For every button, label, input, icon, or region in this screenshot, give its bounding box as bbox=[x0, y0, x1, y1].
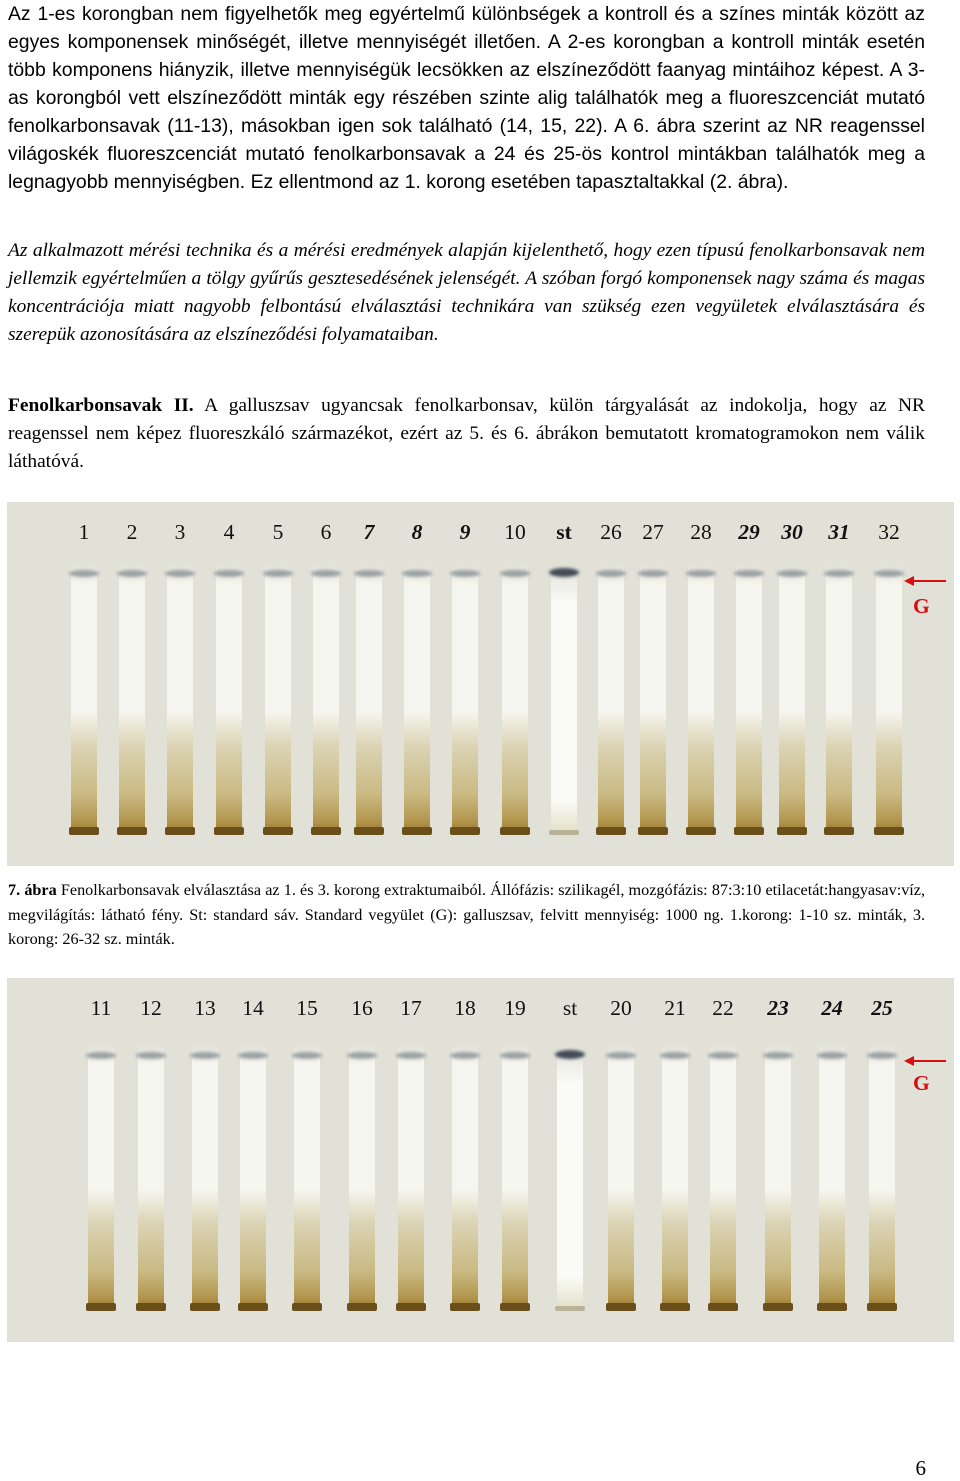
sample-lane bbox=[138, 1044, 164, 1308]
lane-label: 28 bbox=[690, 520, 712, 544]
application-spot bbox=[311, 827, 341, 835]
application-spot bbox=[763, 1303, 793, 1311]
sample-lane bbox=[294, 1044, 320, 1308]
sample-lane bbox=[876, 564, 902, 832]
sample-lane bbox=[265, 564, 291, 832]
sample-lane bbox=[662, 1044, 688, 1308]
page-number: 6 bbox=[915, 1456, 926, 1480]
sample-lane bbox=[349, 1044, 375, 1308]
body-paragraph-1: Az 1-es korongban nem figyelhetők meg egyértelmű különbségek a kontroll és a színes minták között az egyes komponensek minőségét, illetve mennyiségét illetően. A 2-es korongban a kontroll minták esetén több komponens hiányzik, illetve mennyiségük lecsökken az elszíneződött faanyag mintáihoz képest. A 3-as korongból vett elszíneződött minták egy részében szinte alig találhatók meg a fluoreszcenciát mutató fenolkarbonsavak (11-13), másokban igen sok található (14, 15, 22). A 6. ábra szerint az NR reagenssel világoskék fluoreszcenciát mutató fenolkarbonsavak a 24 és 25-ös kontrol mintákban találhatók meg a legnagyobb mennyiségben. Ez ellentmond az 1. korong esetében tapasztaltakkal (2. ábra). bbox=[8, 3, 925, 193]
lane-label: 12 bbox=[140, 996, 162, 1020]
application-spot bbox=[354, 827, 384, 835]
body-paragraph-3 bbox=[8, 392, 925, 476]
application-spot bbox=[549, 830, 579, 835]
spot-band bbox=[874, 570, 904, 577]
sample-lane bbox=[452, 564, 478, 832]
spot-band bbox=[292, 1052, 322, 1059]
application-spot bbox=[136, 1303, 166, 1311]
lane-label: 9 bbox=[459, 520, 471, 544]
application-spot bbox=[396, 1303, 426, 1311]
g-arrow-icon bbox=[904, 1054, 948, 1068]
spot-band bbox=[69, 570, 99, 577]
application-spot bbox=[817, 1303, 847, 1311]
lane-label: 29 bbox=[738, 520, 760, 544]
sample-lane bbox=[192, 1044, 218, 1308]
application-spot bbox=[596, 827, 626, 835]
sample-lane bbox=[502, 564, 528, 832]
sample-lane bbox=[826, 564, 852, 832]
spot-band bbox=[354, 570, 384, 577]
spot-band bbox=[763, 1052, 793, 1059]
sample-lane bbox=[779, 564, 805, 832]
application-spot bbox=[555, 1306, 585, 1311]
lane-label: 8 bbox=[411, 520, 423, 544]
lane-label: 22 bbox=[712, 996, 734, 1020]
lane-label: 17 bbox=[400, 996, 422, 1020]
application-spot bbox=[874, 827, 904, 835]
sample-lane bbox=[240, 1044, 266, 1308]
sample-lane bbox=[88, 1044, 114, 1308]
body-paragraph-3-text: A galluszsav ugyancsak fenolkarbonsav, külön tárgyalását az indokolja, hogy az NR reagenssel nem képez fluoreszkáló származékot, ezért az 5. és 6. ábrákon bemutatott kromatogramokon nem válik láthatóvá. bbox=[8, 395, 925, 472]
application-spot bbox=[190, 1303, 220, 1311]
application-spot bbox=[214, 827, 244, 835]
lane-label: 26 bbox=[600, 520, 622, 544]
sample-lane bbox=[688, 564, 714, 832]
application-spot bbox=[638, 827, 668, 835]
lane-label: 3 bbox=[174, 520, 186, 544]
figure-7-caption bbox=[8, 878, 925, 952]
g-label: G bbox=[913, 1071, 930, 1095]
spot-band bbox=[638, 570, 668, 577]
lane-label: 19 bbox=[504, 996, 526, 1020]
lane-label: 6 bbox=[320, 520, 332, 544]
application-spot bbox=[263, 827, 293, 835]
lane-label: 23 bbox=[767, 996, 789, 1020]
application-spot bbox=[686, 827, 716, 835]
application-spot bbox=[347, 1303, 377, 1311]
spot-band bbox=[396, 1052, 426, 1059]
spot-band bbox=[311, 570, 341, 577]
application-spot bbox=[292, 1303, 322, 1311]
spot-band bbox=[165, 570, 195, 577]
sample-lane bbox=[356, 564, 382, 832]
spot-band bbox=[549, 568, 579, 577]
spot-band bbox=[555, 1050, 585, 1059]
sample-lane bbox=[710, 1044, 736, 1308]
spot-band bbox=[824, 570, 854, 577]
application-spot bbox=[238, 1303, 268, 1311]
tlc-plate-figure-7 bbox=[7, 502, 954, 866]
lane-label: 13 bbox=[194, 996, 216, 1020]
application-spot bbox=[500, 827, 530, 835]
application-spot bbox=[86, 1303, 116, 1311]
g-label: G bbox=[913, 594, 930, 618]
spot-band bbox=[596, 570, 626, 577]
sample-lane bbox=[71, 564, 97, 832]
spot-band bbox=[777, 570, 807, 577]
lane-label: 30 bbox=[781, 520, 803, 544]
application-spot bbox=[777, 827, 807, 835]
sample-lane bbox=[598, 564, 624, 832]
application-spot bbox=[660, 1303, 690, 1311]
spot-band bbox=[402, 570, 432, 577]
lane-label: st bbox=[556, 520, 572, 544]
spot-band bbox=[817, 1052, 847, 1059]
tlc-plate-figure-8 bbox=[7, 978, 954, 1342]
lane-label: 32 bbox=[878, 520, 900, 544]
application-spot bbox=[402, 827, 432, 835]
standard-lane bbox=[551, 564, 577, 832]
application-spot bbox=[708, 1303, 738, 1311]
application-spot bbox=[606, 1303, 636, 1311]
spot-band bbox=[238, 1052, 268, 1059]
g-arrow-icon bbox=[904, 574, 948, 588]
lane-label: 1 bbox=[78, 520, 90, 544]
spot-band bbox=[117, 570, 147, 577]
figure-7-caption-label: 7. ábra bbox=[8, 881, 57, 899]
spot-band bbox=[500, 1052, 530, 1059]
application-spot bbox=[867, 1303, 897, 1311]
spot-band bbox=[708, 1052, 738, 1059]
standard-lane bbox=[557, 1044, 583, 1308]
lane-label: 27 bbox=[642, 520, 664, 544]
lane-label: 5 bbox=[272, 520, 284, 544]
spot-band bbox=[734, 570, 764, 577]
sample-lane bbox=[765, 1044, 791, 1308]
sample-lane bbox=[819, 1044, 845, 1308]
spot-band bbox=[686, 570, 716, 577]
spot-band bbox=[263, 570, 293, 577]
application-spot bbox=[500, 1303, 530, 1311]
sample-lane bbox=[869, 1044, 895, 1308]
spot-band bbox=[450, 570, 480, 577]
spot-band bbox=[86, 1052, 116, 1059]
application-spot bbox=[450, 1303, 480, 1311]
lane-label: 25 bbox=[871, 996, 893, 1020]
figure-7-caption-text: Fenolkarbonsavak elválasztása az 1. és 3. korong extraktumaiból. Állófázis: szilikagél, mozgófázis: 87:3:10 etilacetát:hangyasav:víz, megvilágítás: látható fény. St: standard sáv. Standard vegyület (G): galluszsav, felvitt mennyiség: 1000 ng. 1.korong: 1-10 sz. minták, 3. korong: 26-32 sz. minták. bbox=[8, 881, 926, 948]
sample-lane bbox=[736, 564, 762, 832]
spot-band bbox=[867, 1052, 897, 1059]
sample-lane bbox=[313, 564, 339, 832]
lane-label: 15 bbox=[296, 996, 318, 1020]
application-spot bbox=[450, 827, 480, 835]
spot-band bbox=[450, 1052, 480, 1059]
sample-lane bbox=[452, 1044, 478, 1308]
application-spot bbox=[165, 827, 195, 835]
spot-band bbox=[347, 1052, 377, 1059]
spot-band bbox=[214, 570, 244, 577]
lane-label: 24 bbox=[821, 996, 843, 1020]
sample-lane bbox=[216, 564, 242, 832]
body-paragraph-2-italic: Az alkalmazott mérési technika és a mérési eredmények alapján kijelenthető, hogy ezen típusú fenolkarbonsavak nem jellemzik egyértelműen a tölgy gyűrűs gesztesedésének jelenségét. A szóban forgó komponensek nagy száma és magas koncentrációja miatt nagyobb felbontású elválasztási technikára van szükség ezen vegyületek elválasztására és szerepük azonosítására az elszíneződési folyamataiban. bbox=[8, 240, 925, 345]
application-spot bbox=[824, 827, 854, 835]
sample-lane bbox=[608, 1044, 634, 1308]
lane-label: 4 bbox=[223, 520, 235, 544]
lane-label: 31 bbox=[828, 520, 850, 544]
sample-lane bbox=[119, 564, 145, 832]
spot-band bbox=[606, 1052, 636, 1059]
sample-lane bbox=[167, 564, 193, 832]
lane-label: 18 bbox=[454, 996, 476, 1020]
sample-lane bbox=[640, 564, 666, 832]
spot-band bbox=[136, 1052, 166, 1059]
application-spot bbox=[69, 827, 99, 835]
lane-label: 14 bbox=[242, 996, 264, 1020]
application-spot bbox=[117, 827, 147, 835]
lane-label: 16 bbox=[351, 996, 373, 1020]
spot-band bbox=[660, 1052, 690, 1059]
lane-label: 2 bbox=[126, 520, 138, 544]
lane-label: 11 bbox=[90, 996, 112, 1020]
spot-band bbox=[500, 570, 530, 577]
lane-label: 20 bbox=[610, 996, 632, 1020]
lane-label: 10 bbox=[504, 520, 526, 544]
spot-band bbox=[190, 1052, 220, 1059]
sample-lane bbox=[398, 1044, 424, 1308]
section-heading: Fenolkarbonsavak II. bbox=[8, 395, 194, 416]
lane-label: 21 bbox=[664, 996, 686, 1020]
sample-lane bbox=[502, 1044, 528, 1308]
lane-label: st bbox=[562, 996, 578, 1020]
sample-lane bbox=[404, 564, 430, 832]
application-spot bbox=[734, 827, 764, 835]
lane-label: 7 bbox=[363, 520, 375, 544]
